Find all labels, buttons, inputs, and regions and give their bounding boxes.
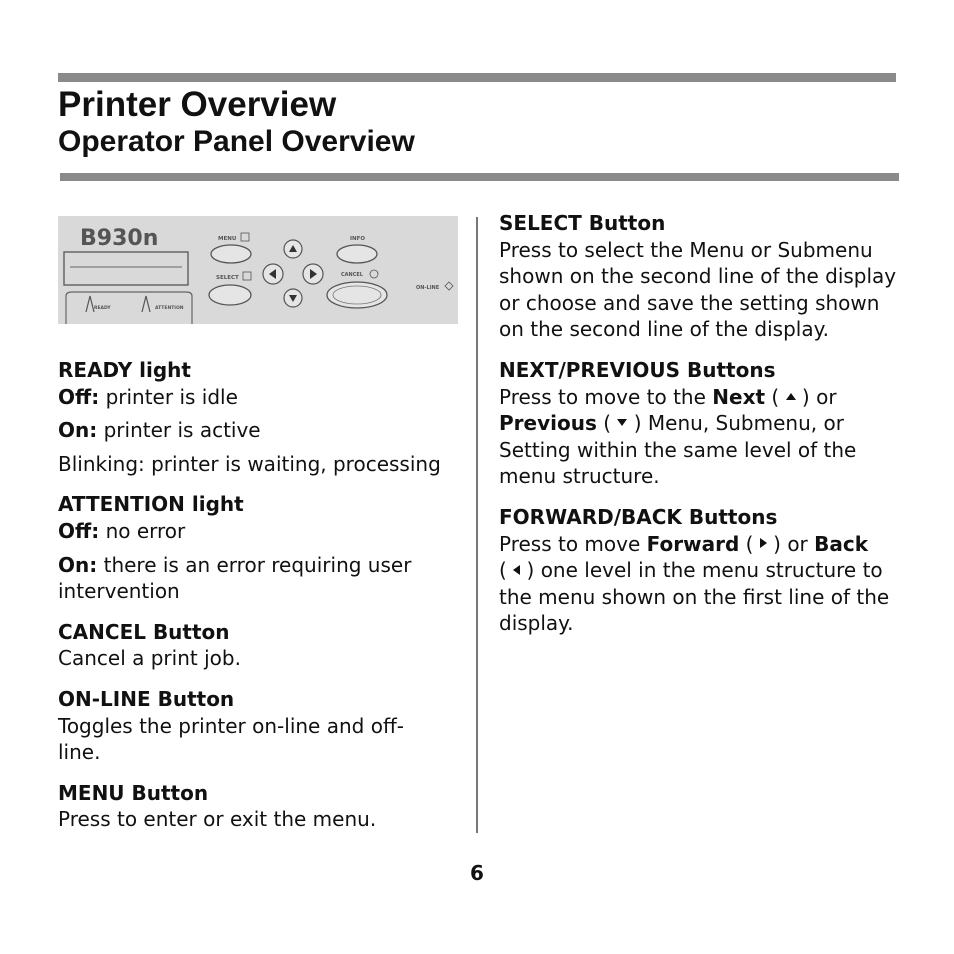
section-text: Press to enter or exit the menu.: [58, 807, 377, 832]
section-heading: MENU Button: [58, 780, 209, 805]
section-heading: CANCEL Button: [58, 619, 230, 644]
select-label: SELECT: [216, 275, 239, 281]
next-previous-section: [499, 357, 899, 490]
attention-off-text: no error: [105, 518, 186, 543]
up-arrow-icon: [786, 393, 796, 400]
attention-on-text: there is an error requiring user intervention: [58, 552, 412, 604]
section-text: Cancel a print job.: [58, 646, 241, 671]
section-text: Press to select the Menu or Submenu shown on the second line of the display or choose and save the setting shown on the second line of the display.: [499, 237, 897, 342]
off-label: Off:: [58, 518, 100, 543]
section-heading: READY light: [58, 358, 191, 382]
column-divider: [476, 217, 478, 833]
section-heading: NEXT/PREVIOUS Buttons: [499, 357, 776, 382]
off-label: Off:: [58, 384, 100, 409]
section-heading: FORWARD/BACK Buttons: [499, 504, 778, 529]
model-label: B930n: [80, 226, 159, 251]
online-button-section: [58, 686, 463, 766]
operator-panel-illustration: [58, 216, 458, 324]
ready-light-section: [58, 357, 463, 477]
ready-on-text: printer is active: [103, 418, 261, 443]
page-subtitle: Operator Panel Overview: [58, 125, 415, 158]
attention-light-section: [58, 491, 463, 604]
menu-label: MENU: [218, 236, 237, 242]
header-rule: [60, 173, 899, 181]
ready-label: READY: [94, 306, 111, 311]
section-heading: ON-LINE Button: [58, 686, 235, 711]
section-text: Press to move to the Next ( ) or Previous ( ) Menu, Submenu, or Setting within the same level of the menu structure.: [499, 384, 857, 489]
page-number: 6: [470, 861, 484, 885]
left-arrow-icon: [513, 565, 520, 575]
menu-button: [211, 245, 251, 263]
top-rule: [58, 73, 896, 82]
on-label: On:: [58, 418, 98, 443]
cancel-button-section: [58, 619, 463, 672]
forward-back-section: [499, 504, 899, 637]
left-column: [58, 357, 463, 833]
ready-blinking-text: Blinking: printer is waiting, processing: [58, 451, 441, 476]
section-heading: ATTENTION light: [58, 492, 244, 517]
select-button-section: [499, 210, 899, 343]
select-button: [209, 285, 251, 305]
attention-label: ATTENTION: [155, 306, 184, 311]
right-column: [499, 210, 899, 637]
ready-off-text: printer is idle: [105, 384, 238, 409]
section-text: Toggles the printer on-line and off-line.: [58, 713, 404, 765]
right-arrow-icon: [760, 538, 767, 548]
info-label: INFO: [350, 236, 366, 242]
info-button: [337, 245, 377, 263]
section-heading: SELECT Button: [499, 211, 666, 235]
section-text: Press to move Forward ( ) or Back ( ) one level in the menu structure to the menu shown on the first line of the display.: [499, 531, 890, 636]
down-arrow-icon: [617, 419, 627, 426]
online-label: ON-LINE: [416, 285, 440, 291]
cancel-label: CANCEL: [341, 272, 363, 278]
on-label: On:: [58, 552, 98, 577]
menu-button-section: [58, 780, 463, 833]
page-title: Printer Overview: [58, 85, 337, 124]
